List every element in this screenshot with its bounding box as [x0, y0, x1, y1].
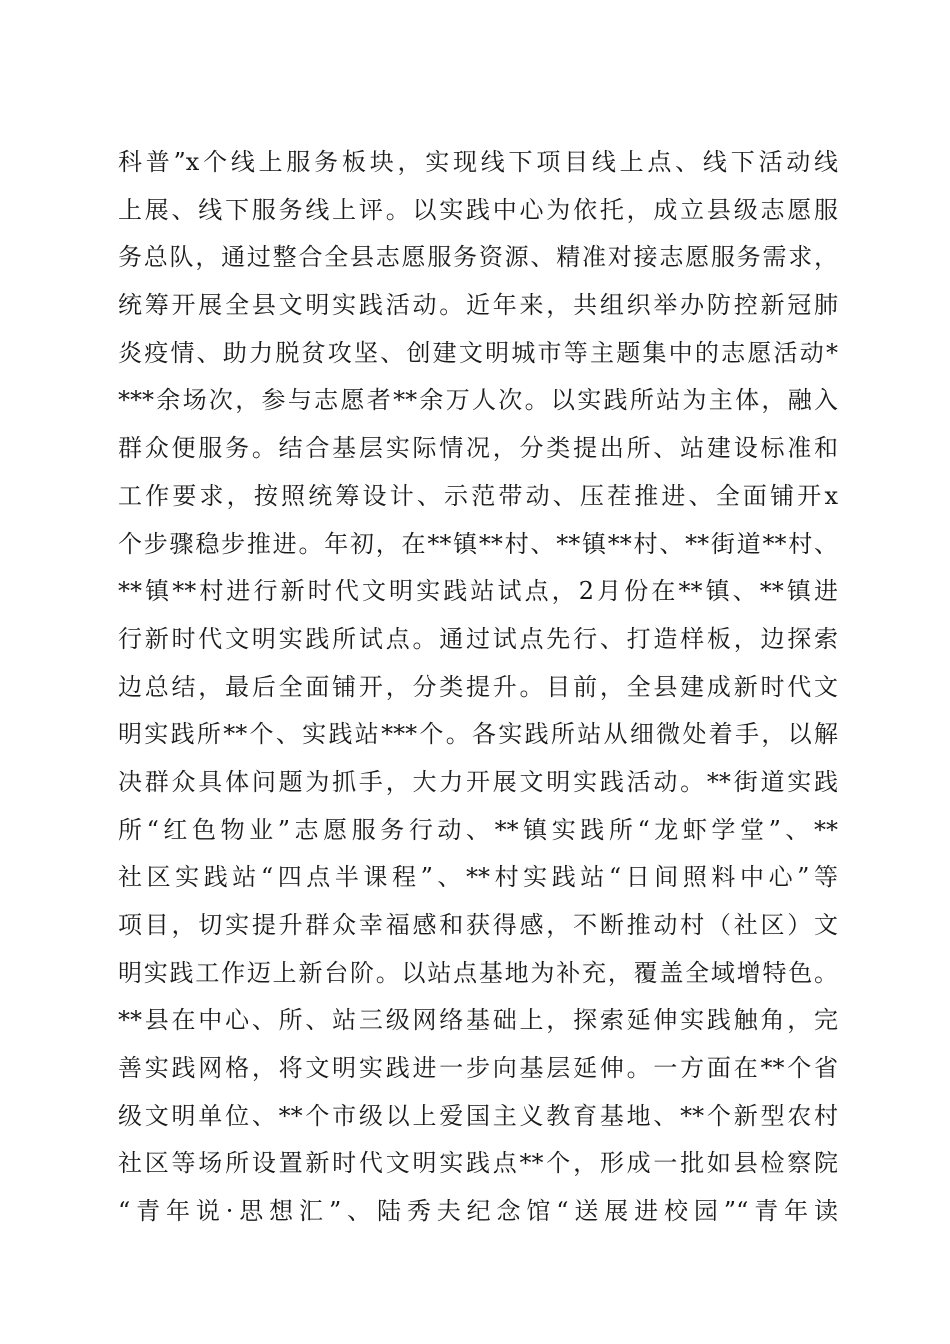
text-line: 级文明单位、**个市级以上爱国主义教育基地、**个新型农村 — [118, 1101, 838, 1130]
text-line: 工作要求，按照统筹设计、示范带动、压茬推进、全面铺开x — [118, 481, 838, 510]
text-line: 善实践网格，将文明实践进一步向基层延伸。一方面在**个省 — [118, 1054, 838, 1083]
text-line: 行新时代文明实践所试点。通过试点先行、打造样板，边探索 — [118, 624, 838, 653]
text-line: 决群众具体问题为抓手，大力开展文明实践活动。**街道实践 — [118, 767, 838, 796]
text-line: 明实践工作迈上新台阶。以站点基地为补充，覆盖全域增特色。 — [118, 958, 838, 987]
text-line: **镇**村进行新时代文明实践站试点，2月份在**镇、**镇进 — [118, 577, 838, 606]
text-line: 明实践所**个、实践站***个。各实践所站从细微处着手，以解 — [118, 720, 838, 749]
text-line: 科普”x个线上服务板块，实现线下项目线上点、线下活动线 — [118, 148, 838, 176]
text-line: **县在中心、所、站三级网络基础上，探索延伸实践触角，完 — [118, 1006, 838, 1035]
text-line: 务总队，通过整合全县志愿服务资源、精准对接志愿服务需求， — [118, 243, 838, 272]
text-line: 群众便服务。结合基层实际情况，分类提出所、站建设标准和 — [118, 434, 838, 463]
text-line: “青年说·思想汇”、陆秀夫纪念馆“送展进校园”“青年读 — [118, 1197, 838, 1226]
body-paragraph — [118, 139, 838, 1236]
text-line: 统筹开展全县文明实践活动。近年来，共组织举办防控新冠肺 — [118, 291, 838, 320]
text-line: 社区等场所设置新时代文明实践点**个，形成一批如县检察院 — [118, 1149, 838, 1178]
text-line: 社区实践站“四点半课程”、**村实践站“日间照料中心”等 — [118, 863, 838, 892]
text-line: 所“红色物业”志愿服务行动、**镇实践所“龙虾学堂”、** — [118, 815, 838, 844]
text-line: 边总结，最后全面铺开，分类提升。目前，全县建成新时代文 — [118, 672, 838, 701]
text-line: ***余场次，参与志愿者**余万人次。以实践所站为主体，融入 — [118, 386, 838, 415]
text-line: 项目，切实提升群众幸福感和获得感，不断推动村（社区）文 — [118, 911, 838, 939]
text-line: 炎疫情、助力脱贫攻坚、创建文明城市等主题集中的志愿活动* — [118, 338, 838, 367]
text-line: 个步骤稳步推进。年初，在**镇**村、**镇**村、**街道**村、 — [118, 529, 838, 558]
text-line: 上展、线下服务线上评。以实践中心为依托，成立县级志愿服 — [118, 195, 838, 224]
